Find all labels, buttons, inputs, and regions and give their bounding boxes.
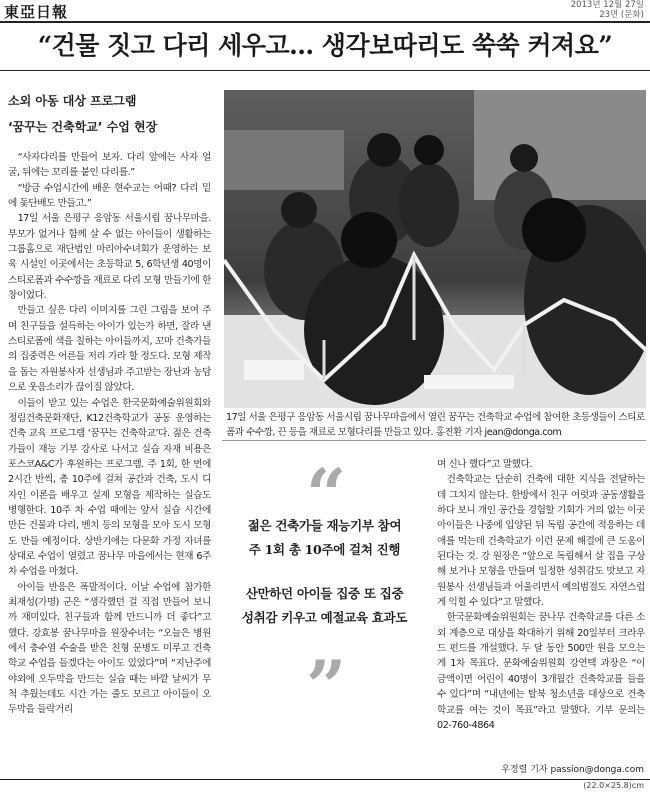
photo-students-building-bridge xyxy=(224,90,646,408)
dateline xyxy=(571,0,644,20)
photo-caption: 17일 서울 은평구 응암동 서울시립 꿈나무마을에서 열린 꿈꾸는 건축학교 수업에 참여한 초등생들이 스티로폼과 수수깡, 끈 등을 재료로 모형다리를 만들고 있다. 홍진환 기자 jean@donga.com xyxy=(226,412,645,438)
newspaper-logo: 東亞日報 xyxy=(4,3,69,21)
body-paragraph: 아이들 반응은 폭발적이다. 이날 수업에 참가한 최재성(가명) 군은 “생각했던 걸 직접 만들어 보니까 재미있다. 친구들과 함께 만드니까 더 좋다”고 했다. 강효봉 꿈나무마을 원장수녀는 “오늘은 병원에서 충수염 수술을 받은 친형 문병도 미루고 건축학교 수업을 들겠다는 아이도 있었다”며 “지난주에 야외에 오두막을 만드는 실습 때는 바깥 날씨가 무척 추웠는데도 시간 가는 줄도 모르고 아이들이 오두막을 들락거리 xyxy=(8,581,211,716)
body-paragraph: “사자다리를 만들어 보자. 다리 앞에는 사자 얼굴, 뒤에는 꼬리를 붙인 다리를.” xyxy=(8,152,211,179)
headline-rule xyxy=(0,70,650,71)
body-paragraph: 건축학교는 단순히 건축에 대한 지식을 전달하는 데 그치지 않는다. 한방에서 친구 여럿과 공동생활을 하다 보니 개인 공간을 경험할 기회가 거의 없는 이곳 아이들은 나중에 입양된 뒤 독립 공간에 적응하는 데 애를 먹는데 건축학교가 이런 문제 해결에 큰 도움이 된다는 것. 강 원장은 “앞으로 독립해서 살 집을 구상해 보거나 모형을 만들며 일정한 성취감도 맛보고 자원봉사 선생님들과 어울리면서 예의범절도 자연스럽게 익힐 수 있다”고 말했다. xyxy=(437,474,645,609)
body-paragraph: 17일 서울 은평구 응암동 서울시립 꿈나무마을. 부모가 없거나 함께 살 수 없는 아이들이 생활하는 그룹홈으로 재단법인 마리아수녀회가 운영하는 보육 시설인 이곳에서는 초등학교 5, 6학년생 40명이 스티로폼과 수수깡을 재료로 다리 모형 만들기에 한창이었다. xyxy=(8,213,211,302)
body-paragraph: 만들고 싶은 다리 이미지를 그린 그림을 보여 주며 친구들을 설득하는 아이가 있는가 하면, 잘라 낸 스티로폼에 색을 칠하는 아이들까지, 꼬마 건축가들의 집중력은 어른들 저리 가라 할 정도다. 모형 제작을 돕는 자원봉사자 선생님과 주고받는 장난과 농담으로 웃음소리가 끊이질 않았다. xyxy=(8,305,211,394)
size-note: (22.0×25.8)cm xyxy=(583,781,644,790)
top-rule xyxy=(0,21,650,23)
pull-quote xyxy=(222,453,427,728)
bottom-rule xyxy=(0,779,650,780)
headline: “건물 짓고 다리 세우고… 생각보따리도 쑥쑥 커져요” xyxy=(37,31,613,60)
article-body-left xyxy=(8,150,211,781)
page-number: 23면 (문화) xyxy=(599,10,644,20)
body-paragraph: 며 신나 했다”고 말했다. xyxy=(437,459,532,470)
pull-quote-line-2: 주 1회 총 10주에 걸쳐 진행 xyxy=(248,542,401,557)
open-quote-icon: “ xyxy=(306,453,347,536)
caption-rule xyxy=(222,440,646,441)
masthead xyxy=(0,0,650,22)
byline: 우정렬 기자 passion@donga.com xyxy=(501,765,644,775)
issue-date: 2013년 12월 27일 xyxy=(570,0,644,10)
subhead-2: ‘꿈꾸는 건축학교’ 수업 현장 xyxy=(8,120,158,134)
article-body-right xyxy=(437,457,645,757)
body-paragraph: 이들이 받고 있는 수업은 한국문화예술위원회와 정림건축문화재단, K12건축학교가 공동 운영하는 건축 교육 프로그램 ‘꿈꾸는 건축학교’다. 젊은 건축가들이 재능 기부 강사로 나서고 실습 자재 비용은 포스코A&C가 후원하는 프로그램. 주 1회, 한 번에 2시간 반씩, 총 10주에 걸쳐 공간과 건축, 도시 디자인 이론을 배우고 실제 모형을 제작하는 실습도 병행한다. 10주 차 수업 때에는 앞서 실습 시간에 만든 건물과 다리, 벤치 등의 모형을 모아 도시 모형도 만들 예정이다. 상반기에는 다문화 가정 자녀를 상대로 수업이 열렸고 꿈나무 마을에서는 현재 6주 차 수업을 마쳤다. xyxy=(8,397,211,578)
body-paragraph: “방금 수업시간에 배운 현수교는 어때? 다리 밑에 돛단배도 만들고.” xyxy=(8,182,211,210)
close-quote-icon: ” xyxy=(306,645,347,728)
subhead-1: 소외 아동 대상 프로그램 xyxy=(8,94,137,108)
pull-quote-line-1: 젊은 건축가들 재능기부 참여 xyxy=(247,518,402,533)
body-paragraph: 한국문화예술위원회는 꿈나무 건축학교를 다른 소외 계층으로 대상을 확대하기 위해 20일부터 크라우드 펀드를 개설했다. 두 달 동안 500만 원을 모으는 게 1차 목표다. 문화예술위원회 강연택 과장은 “이 금액이면 어린이 40명이 3개월간 건축학교를 들을 수 있다”며 “내년에는 탈북 청소년을 대상으로 건축학교를 여는 것이 목표”라고 말했다. 기부 문의는 02-760-4864 xyxy=(437,612,645,731)
article-photo xyxy=(224,90,646,408)
pull-quote-line-4: 성취감 키우고 예절교육 효과도 xyxy=(241,610,408,625)
pull-quote-line-3: 산만하던 아이들 집중 또 집중 xyxy=(245,586,404,601)
